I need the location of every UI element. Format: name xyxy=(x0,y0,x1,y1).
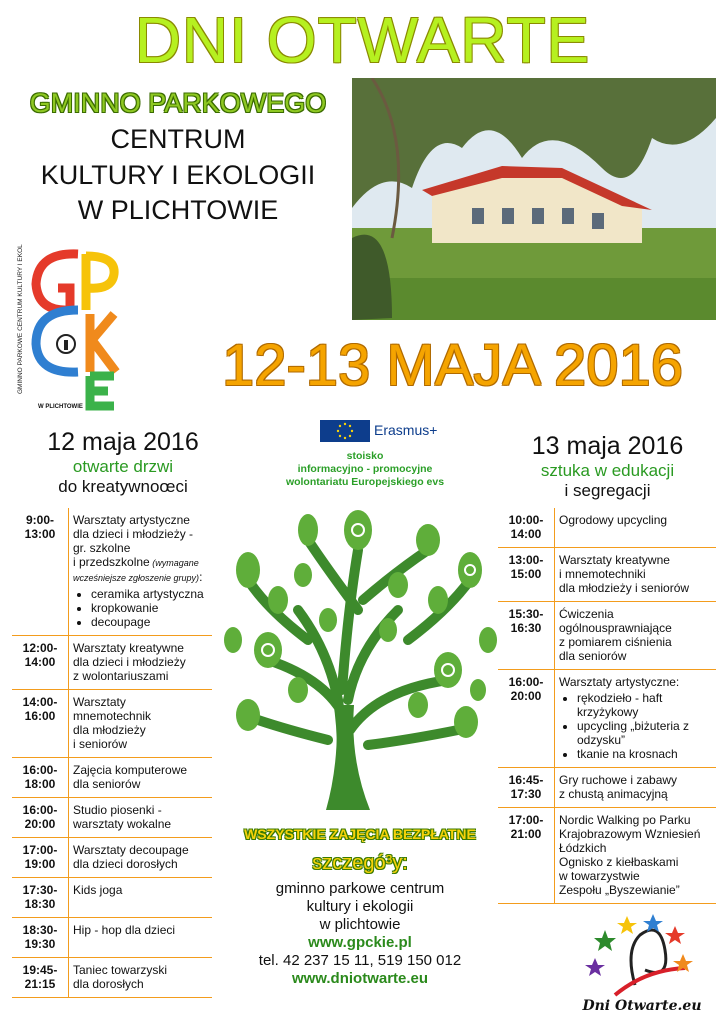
activity-line: z pomiarem ciśnienia xyxy=(559,635,672,649)
activity-line: Warsztaty kreatywne xyxy=(559,553,670,567)
time-part: 16:45- xyxy=(508,773,544,787)
time-part: 14:00- xyxy=(22,695,58,709)
activity-line: Warsztaty decoupage xyxy=(73,843,189,857)
activity-line: Łódzkich xyxy=(559,841,607,855)
phone-numbers: tel. 42 237 15 11, 519 150 012 xyxy=(258,952,462,969)
schedule-row xyxy=(498,508,716,548)
schedule-time xyxy=(12,798,69,838)
subtitle-line-4: W PLICHTOWIE xyxy=(77,195,279,225)
schedule-row xyxy=(498,670,716,768)
schedule-activity xyxy=(555,602,717,670)
schedule-activity xyxy=(69,508,213,636)
schedule-row xyxy=(12,918,212,958)
time-part: 17:30- xyxy=(22,883,58,897)
activity-line: dla seniorów xyxy=(73,777,141,791)
time-part: 10:00- xyxy=(508,513,544,527)
schedule-time xyxy=(498,602,555,670)
time-part: 12:00- xyxy=(22,641,58,655)
schedule-row xyxy=(498,602,716,670)
schedule-activity xyxy=(555,768,717,808)
schedule-activity xyxy=(69,690,213,758)
schedule-row xyxy=(12,636,212,690)
org-line: kultury i ekologii xyxy=(306,898,414,915)
day1-subtitle: otwarte drzwi xyxy=(72,457,174,476)
time-part: 17:00- xyxy=(508,813,544,827)
schedule-row xyxy=(12,958,212,998)
schedule-time xyxy=(498,548,555,602)
schedule-time xyxy=(498,508,555,548)
schedule-time xyxy=(498,768,555,808)
day1-header xyxy=(8,428,238,497)
poster-title: DNI OTWARTE xyxy=(134,4,591,76)
time-part: 16:00- xyxy=(508,675,544,689)
day2-subtitle: sztuka w edukacji xyxy=(540,461,675,480)
activity-line: dla seniorów xyxy=(559,649,627,663)
schedule-row xyxy=(12,508,212,636)
schedule-time xyxy=(498,670,555,768)
logo-bottom-text: W PLICHTOWIE xyxy=(38,404,83,410)
activity-line: Zajęcia komputerowe xyxy=(73,763,188,777)
logo-vertical-text: GMINNO PARKOWE CENTRUM KULTURY I EKOLOGII xyxy=(17,244,24,394)
activity-line: Zespołu „Byszewianie” xyxy=(559,883,680,897)
time-part: 21:15 xyxy=(24,977,56,991)
schedule-row xyxy=(498,768,716,808)
activity-line: Kids joga xyxy=(73,883,123,897)
time-part: 21:00 xyxy=(510,827,542,841)
activity-bullets xyxy=(559,691,712,761)
activity-line: Warsztaty artystyczne xyxy=(73,513,190,527)
time-part: 18:30 xyxy=(24,897,56,911)
time-part: 16:30 xyxy=(510,621,542,635)
schedule-time xyxy=(12,690,69,758)
day1-schedule xyxy=(12,508,212,998)
day2-schedule xyxy=(498,508,716,904)
activity-bullet: • rękodzieło - haft krzyżykowy xyxy=(577,691,712,719)
schedule-activity xyxy=(69,918,213,958)
time-part: 20:00 xyxy=(24,817,56,831)
time-part: 17:00- xyxy=(22,843,58,857)
event-dates: 12-13 MAJA 2016 xyxy=(221,333,684,398)
time-part: 16:00- xyxy=(22,803,58,817)
activity-line: Ogrodowy upcycling xyxy=(559,513,668,527)
time-part: 19:00 xyxy=(24,857,56,871)
activity-bullet: • kropkowanie xyxy=(91,601,208,615)
activity-line: z chustą animacyjną xyxy=(559,787,668,801)
day2-subtitle-2: i segregacji xyxy=(564,481,651,500)
time-part: 14:00 xyxy=(510,527,542,541)
activity-line: i mnemotechniki xyxy=(559,567,646,581)
gpckie-logo xyxy=(8,244,128,414)
eu-flag-icon xyxy=(320,420,370,442)
schedule-time xyxy=(12,878,69,918)
schedule-time xyxy=(12,918,69,958)
time-part: 15:30- xyxy=(508,607,544,621)
activity-line: mnemotechnik xyxy=(73,709,152,723)
activity-line: dla młodzieży i seniorów xyxy=(559,581,690,595)
activity-line: dla dzieci i młodzieży xyxy=(73,655,186,669)
activity-line: Nordic Walking po Parku xyxy=(559,813,691,827)
eco-tree-illustration xyxy=(208,490,508,810)
details-label: szczegó³y: xyxy=(312,852,408,874)
org-line: gminno parkowe centrum xyxy=(275,880,445,897)
activity-line: Gry ruchowe i zabawy xyxy=(559,773,678,787)
subtitle-line-2: CENTRUM xyxy=(110,124,246,154)
time-part: 9:00- xyxy=(25,513,54,527)
schedule-row xyxy=(498,808,716,904)
activity-line: Krajobrazowym Wzniesień xyxy=(559,827,701,841)
schedule-time xyxy=(12,508,69,636)
stand-line: stoisko xyxy=(346,450,384,462)
day2-header xyxy=(490,432,725,501)
activity-line: dla dzieci dorosłych xyxy=(73,857,178,871)
time-part: 18:30- xyxy=(22,923,58,937)
schedule-time xyxy=(12,958,69,998)
schedule-time xyxy=(498,808,555,904)
schedule-row xyxy=(12,690,212,758)
time-part: 16:00- xyxy=(22,763,58,777)
activity-bullet: • tkanie na krosnach xyxy=(577,747,712,761)
schedule-activity xyxy=(69,798,213,838)
activity-line: Warsztaty kreatywne xyxy=(73,641,184,655)
time-part: 13:00- xyxy=(508,553,544,567)
schedule-activity xyxy=(69,878,213,918)
activity-bullet: • upcycling „biżuteria z odzysku” xyxy=(577,719,712,747)
time-part: 18:00 xyxy=(24,777,56,791)
time-part: 19:30 xyxy=(24,937,56,951)
schedule-time xyxy=(12,636,69,690)
schedule-activity xyxy=(555,808,717,904)
org-line: w plichtowie xyxy=(319,916,401,933)
activity-line: Taniec towarzyski xyxy=(73,963,168,977)
activity-line: Studio piosenki - xyxy=(73,803,162,817)
organizer-info xyxy=(215,880,505,988)
schedule-row xyxy=(498,548,716,602)
time-part: 16:00 xyxy=(24,709,56,723)
stand-line: wolontariatu Europejskiego evs xyxy=(285,476,445,488)
activity-bullet: • decoupage xyxy=(91,615,208,629)
subtitle-line-1: GMINNO PARKOWEGO xyxy=(29,88,327,118)
schedule-activity xyxy=(69,838,213,878)
activity-line: gr. szkolne xyxy=(73,541,131,555)
schedule-activity xyxy=(69,958,213,998)
schedule-activity xyxy=(69,758,213,798)
activity-line: Hip - hop dla dzieci xyxy=(73,923,176,937)
day1-title: 12 maja 2016 xyxy=(47,428,199,456)
dni-otwarte-logo-text: Dni Otwarte.eu xyxy=(582,998,702,1014)
evs-stand xyxy=(260,450,470,489)
activity-bullets xyxy=(73,587,208,629)
activity-line: Ognisko z kiełbaskami xyxy=(559,855,679,869)
activity-note: (wymagane xyxy=(149,558,199,568)
activity-line: dla dorosłych xyxy=(73,977,144,991)
activity-line: i seniorów xyxy=(73,737,128,751)
activity-line: Warsztaty xyxy=(73,695,126,709)
activity-note: wcześniejsze zgłoszenie grupy): xyxy=(73,570,203,584)
activity-line: dla dzieci i młodzieży - xyxy=(73,527,194,541)
time-part: 15:00 xyxy=(510,567,542,581)
activity-bullet: • ceramika artystyczna xyxy=(91,587,208,601)
activity-line: dla młodzieży xyxy=(73,723,146,737)
schedule-activity xyxy=(555,548,717,602)
schedule-row xyxy=(12,798,212,838)
time-part: 20:00 xyxy=(510,689,542,703)
activity-line: z wolontariuszami xyxy=(73,669,169,683)
day2-title: 13 maja 2016 xyxy=(531,432,684,460)
subtitle-line-3: KULTURY I EKOLOGII xyxy=(40,160,316,190)
stand-line: informacyjno - promocyjne xyxy=(297,463,433,475)
activity-line: i przedszkolne (wymagane xyxy=(73,555,199,569)
activity-line: Ćwiczenia xyxy=(559,607,614,621)
free-notice: WSZYSTKIE ZAJĘCIA BEZPŁATNE xyxy=(244,826,476,842)
day1-subtitle-2: do kreatywnoœci xyxy=(58,477,188,496)
website-link-1[interactable]: www.gpckie.pl xyxy=(308,934,412,951)
activity-line: w towarzystwie xyxy=(559,869,640,883)
schedule-row xyxy=(12,878,212,918)
time-part: 14:00 xyxy=(24,655,56,669)
schedule-time xyxy=(12,758,69,798)
erasmus-label: Erasmus+ xyxy=(374,422,438,438)
website-link-2[interactable]: www.dniotwarte.eu xyxy=(291,970,429,987)
time-part: 13:00 xyxy=(24,527,56,541)
activity-line: Warsztaty artystyczne: xyxy=(559,675,680,689)
schedule-activity xyxy=(69,636,213,690)
time-part: 17:30 xyxy=(510,787,542,801)
activity-line: warsztaty wokalne xyxy=(73,817,172,831)
schedule-time xyxy=(12,838,69,878)
schedule-activity xyxy=(555,508,717,548)
time-part: 19:45- xyxy=(22,963,58,977)
schedule-activity xyxy=(555,670,717,768)
activity-line: ogólnousprawniające xyxy=(559,621,672,635)
schedule-row xyxy=(12,838,212,878)
dni-otwarte-logo xyxy=(575,910,705,1020)
building-photo xyxy=(352,78,716,320)
schedule-row xyxy=(12,758,212,798)
